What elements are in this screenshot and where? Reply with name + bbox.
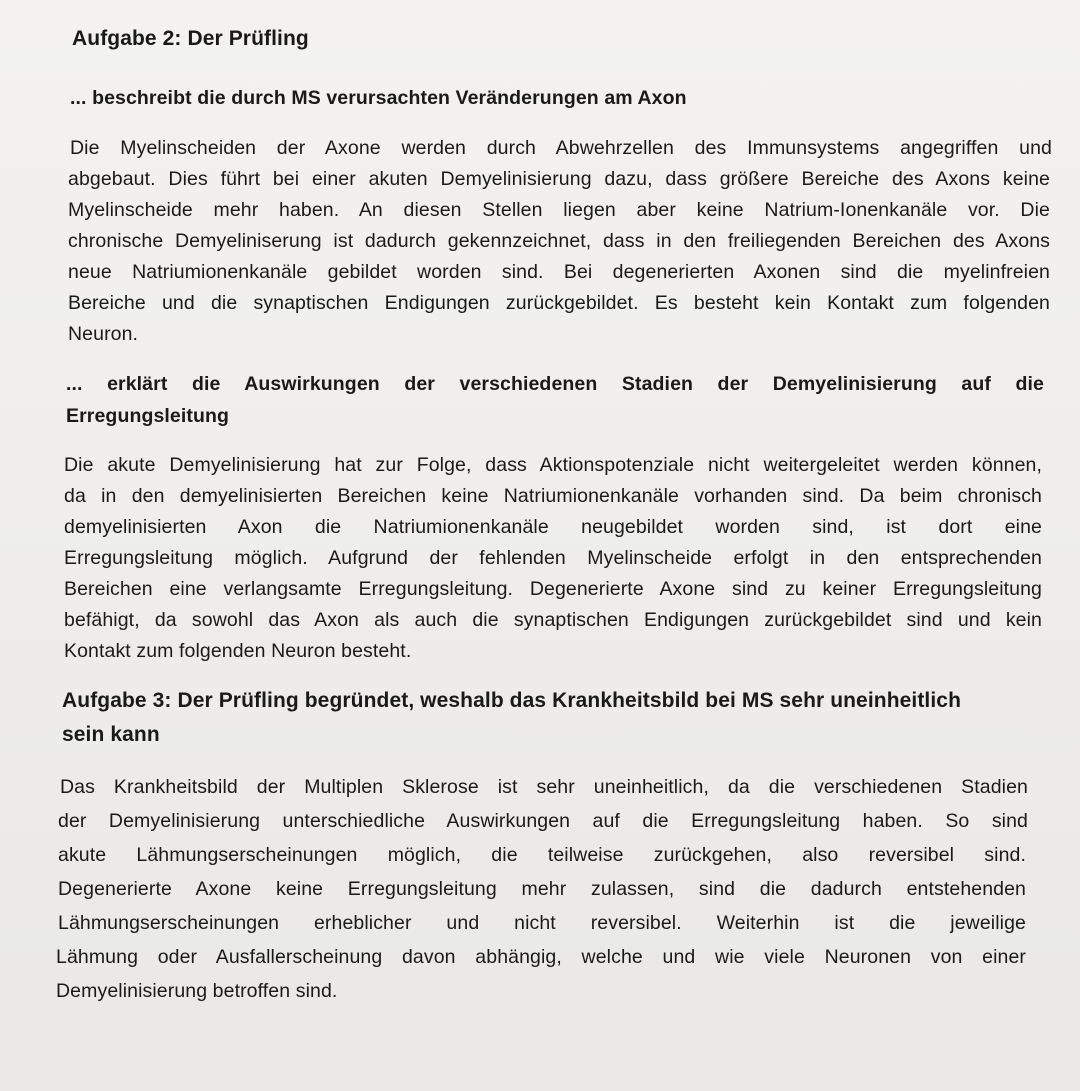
paragraph-line: da in den demyelinisierten Bereichen keine Natriumionenkanäle vorhanden sind. Da beim chronisch (64, 485, 1042, 507)
paragraph-line: Degenerierte Axone keine Erregungsleitung mehr zulassen, sind die dadurch entstehenden (58, 878, 1026, 900)
paragraph-line: Die Myelinscheiden der Axone werden durch Abwehrzellen des Immunsystems angegriffen und (70, 137, 1052, 159)
section2-heading-line2: Erregungsleitung (66, 405, 230, 427)
paragraph-line: demyelinisierten Axon die Natriumionenkanäle neugebildet worden sind, ist dort eine (64, 516, 1042, 538)
paragraph-line: Bereichen eine verlangsamte Erregungsleitung. Degenerierte Axone sind zu keiner Erregungsleitung (64, 578, 1042, 600)
section2-heading-line1: ... erklärt die Auswirkungen der verschiedenen Stadien der Demyelinisierung auf die (66, 373, 1044, 395)
aufgabe2-heading: Aufgabe 2: Der Prüfling (72, 27, 309, 50)
aufgabe3-heading-line1: Aufgabe 3: Der Prüfling begründet, weshalb das Krankheitsbild bei MS sehr uneinheitlich (62, 689, 962, 712)
paragraph-line: Erregungsleitung möglich. Aufgrund der fehlenden Myelinscheide erfolgt in den entsprechenden (64, 547, 1042, 569)
paragraph-line: Demyelinisierung betroffen sind. (56, 980, 338, 1002)
paragraph-line: Die akute Demyelinisierung hat zur Folge, dass Aktionspotenziale nicht weitergeleitet werden können, (64, 454, 1042, 476)
paragraph-line: Kontakt zum folgenden Neuron besteht. (64, 640, 412, 662)
paragraph-line: Lähmung oder Ausfallerscheinung davon abhängig, welche und wie viele Neuronen von einer (56, 946, 1026, 968)
paragraph-line: neue Natriumionenkanäle gebildet worden sind. Bei degenerierten Axonen sind die myelinfreien (68, 261, 1050, 283)
paragraph-line: abgebaut. Dies führt bei einer akuten Demyelinisierung dazu, dass größere Bereiche des Axons keine (68, 168, 1050, 190)
paragraph-line: akute Lähmungserscheinungen möglich, die teilweise zurückgehen, also reversibel sind. (58, 844, 1026, 866)
paragraph-line: Myelinscheide mehr haben. An diesen Stellen liegen aber keine Natrium-Ionenkanäle vor. Die (68, 199, 1050, 221)
paragraph-line: Bereiche und die synaptischen Endigungen zurückgebildet. Es besteht kein Kontakt zum folgenden (68, 292, 1050, 314)
paragraph-line: chronische Demyeliniserung ist dadurch gekennzeichnet, dass in den freiliegenden Bereichen des Axons (68, 230, 1050, 252)
paragraph-line: Lähmungserscheinungen erheblicher und nicht reversibel. Weiterhin ist die jeweilige (58, 912, 1026, 934)
aufgabe3-heading-line2: sein kann (62, 723, 160, 746)
paragraph-line: befähigt, da sowohl das Axon als auch die synaptischen Endigungen zurückgebildet sind und kein (64, 609, 1042, 631)
paragraph-line: der Demyelinisierung unterschiedliche Auswirkungen auf die Erregungsleitung haben. So sind (58, 810, 1028, 832)
paragraph-line: Das Krankheitsbild der Multiplen Sklerose ist sehr uneinheitlich, da die verschiedenen Stadien (60, 776, 1028, 798)
paragraph-line: Neuron. (68, 323, 139, 345)
section1-heading: ... beschreibt die durch MS verursachten Veränderungen am Axon (70, 87, 687, 109)
